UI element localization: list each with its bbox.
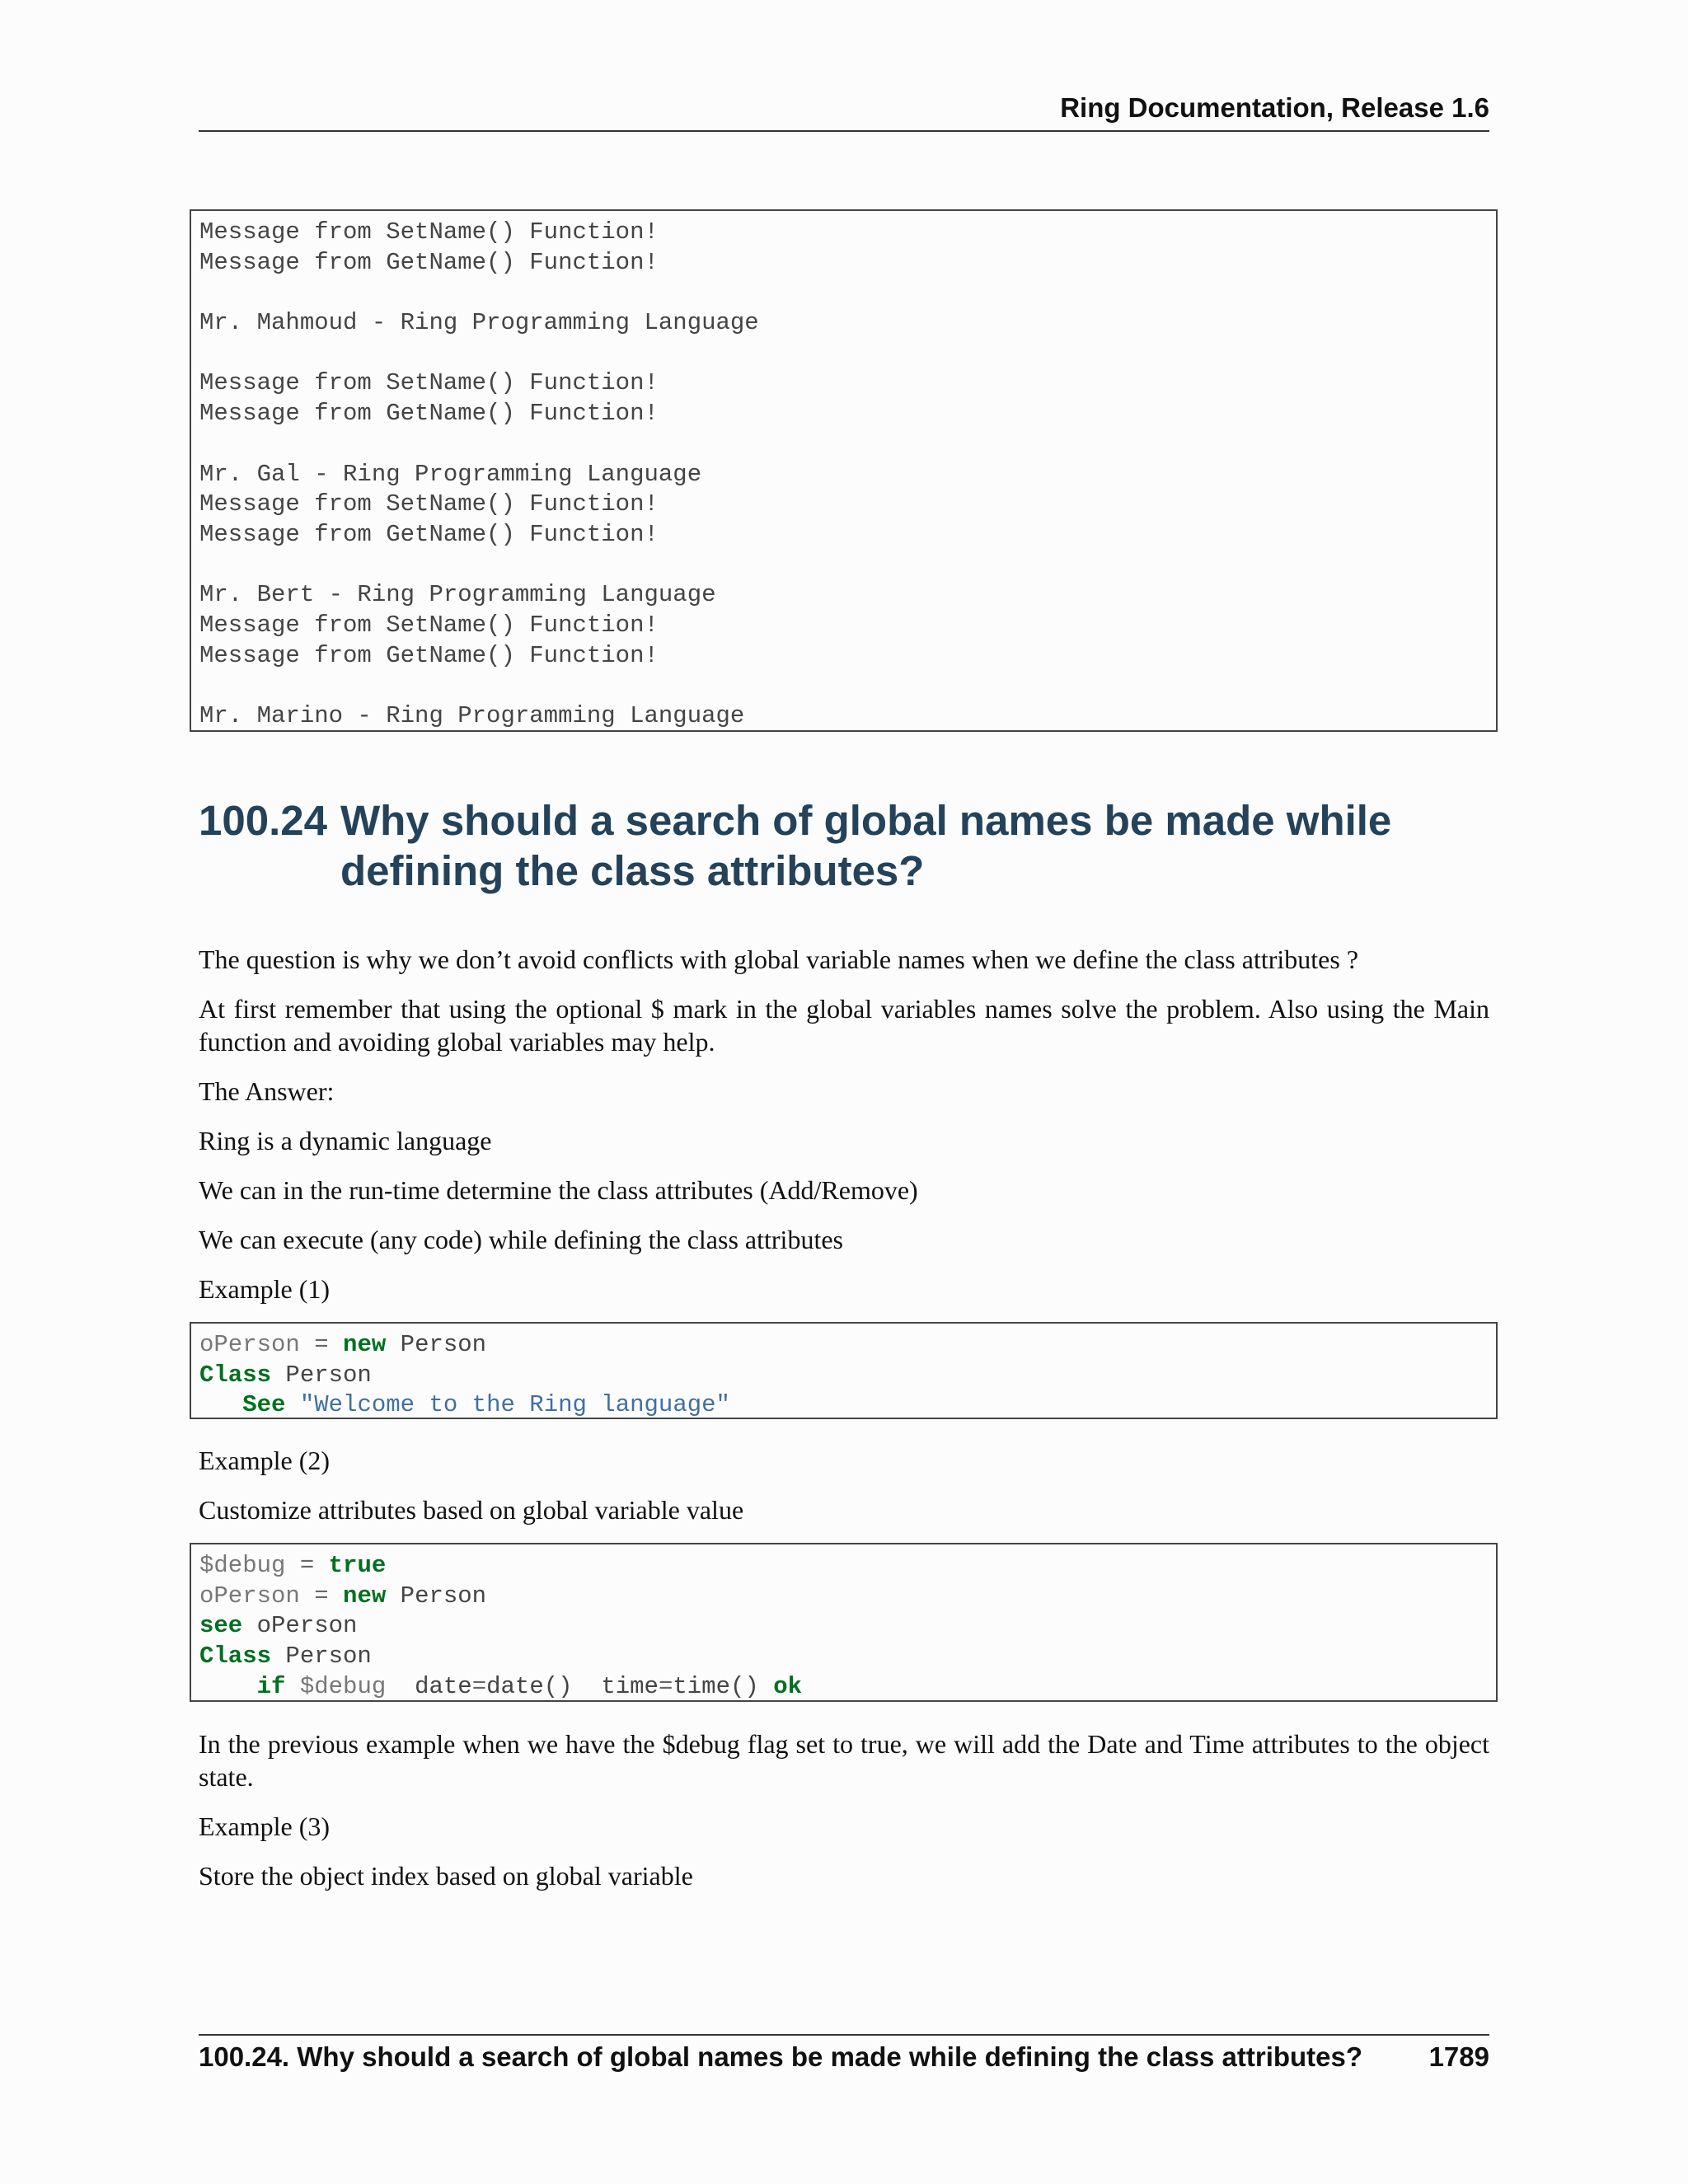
output-line: Message from SetName() Function! xyxy=(199,490,659,518)
example1-code-block xyxy=(190,1322,1498,1419)
paragraph: Store the object index based on global variable xyxy=(199,1861,693,1891)
output-line xyxy=(199,339,1496,369)
paragraph: The Answer: xyxy=(199,1076,335,1106)
output-line: Message from GetName() Function! xyxy=(199,520,659,548)
output-line: Mr. Marino - Ring Programming Language xyxy=(199,702,745,729)
footer-title: 100.24. Why should a search of global names be made while defining the class attributes? xyxy=(199,2041,1363,2072)
footer-divider xyxy=(199,2034,1489,2036)
paragraph: In the previous example when we have the $debug flag set to true, we will add the Date and Time attributes to the object state. xyxy=(199,1729,1489,1792)
code-line: See "Welcome to the Ring language" xyxy=(242,1391,730,1419)
output-line: Message from SetName() Function! xyxy=(199,369,659,397)
output-line xyxy=(199,429,1496,460)
paragraph: At first remember that using the optional $ mark in the global variables names solve the problem. Also using the Main function and avoiding global variables may help. xyxy=(199,994,1489,1057)
code-line: $debug = true xyxy=(199,1552,387,1579)
paragraph: Customize attributes based on global variable value xyxy=(199,1495,744,1525)
code-line: oPerson = new Person xyxy=(199,1331,487,1358)
code-line: Class Person xyxy=(199,1361,372,1389)
output-line: Message from GetName() Function! xyxy=(199,400,659,428)
output-line: Message from SetName() Function! xyxy=(199,611,659,639)
section-title: Why should a search of global names be made while defining the class attributes? xyxy=(340,797,1392,894)
output-line xyxy=(199,278,1496,308)
code-line: see oPerson xyxy=(199,1612,358,1640)
paragraph: Ring is a dynamic language xyxy=(199,1126,492,1155)
page-number: 1789 xyxy=(1428,2041,1489,2072)
code-line: Class Person xyxy=(199,1643,372,1671)
output-line: Message from GetName() Function! xyxy=(199,248,659,276)
paragraph: The question is why we don’t avoid conflicts with global variable names when we define the class attributes ? xyxy=(199,944,1359,974)
paragraph: We can execute (any code) while defining the class attributes xyxy=(199,1225,843,1254)
section-heading xyxy=(199,795,1489,896)
code-line: if $debug date=date() time=time() ok xyxy=(256,1672,803,1700)
output-line xyxy=(199,551,1496,581)
output-line: Message from SetName() Function! xyxy=(199,218,659,246)
output-line xyxy=(199,671,1496,701)
paragraph: Example (1) xyxy=(199,1274,331,1304)
code-line: oPerson = new Person xyxy=(199,1582,487,1610)
running-footer xyxy=(199,2041,1489,2073)
paragraph: Example (2) xyxy=(199,1446,331,1475)
section-number: 100.24 xyxy=(199,797,327,844)
example2-code-block xyxy=(190,1543,1498,1702)
output-line: Message from GetName() Function! xyxy=(199,641,659,669)
output-line: Mr. Mahmoud - Ring Programming Language xyxy=(199,309,759,337)
paragraph: We can in the run-time determine the class attributes (Add/Remove) xyxy=(199,1175,918,1205)
output-line: Mr. Gal - Ring Programming Language xyxy=(199,460,702,488)
output-line: Mr. Bert - Ring Programming Language xyxy=(199,581,716,609)
output-code-block xyxy=(190,209,1498,732)
running-header: Ring Documentation, Release 1.6 xyxy=(1060,92,1489,123)
header-divider xyxy=(199,130,1489,132)
paragraph: Example (3) xyxy=(199,1811,331,1841)
